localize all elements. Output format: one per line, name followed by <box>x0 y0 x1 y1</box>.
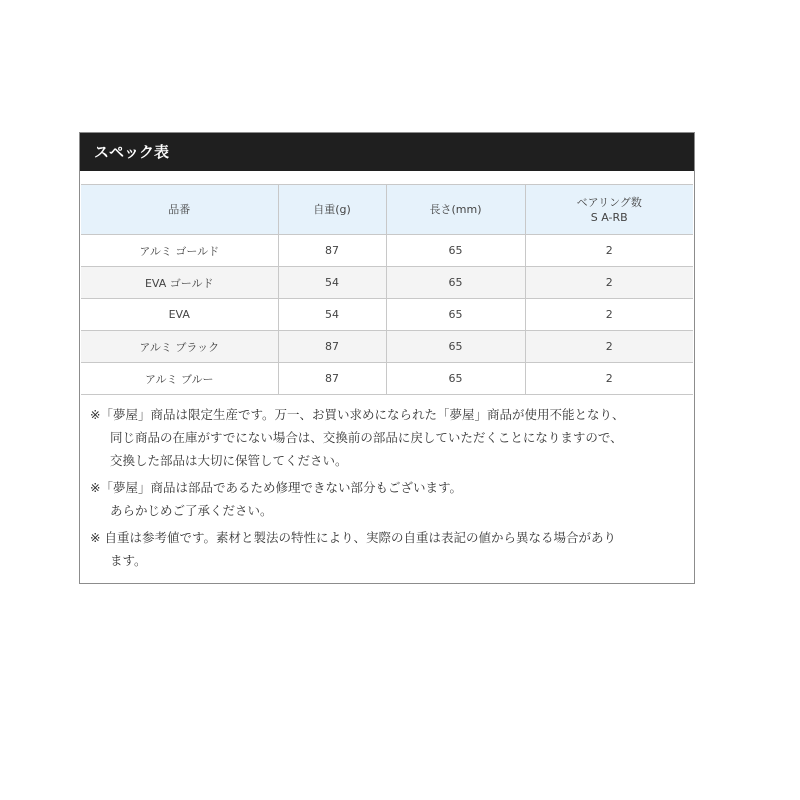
col-header-bearings-label: ベアリング数 <box>576 195 642 209</box>
cell-weight: 54 <box>278 299 386 331</box>
cell-part-number: アルミ ブラック <box>81 331 278 363</box>
cell-weight: 87 <box>278 363 386 395</box>
table-row <box>81 235 693 267</box>
cell-bearings: 2 <box>525 267 693 299</box>
table-row <box>81 267 693 299</box>
note-text: 交換した部品は大切に保管してください。 <box>110 453 348 468</box>
cell-part-number: アルミ ブルー <box>81 363 278 395</box>
cell-weight: 87 <box>278 331 386 363</box>
note-text: ※ 自重は参考値です。素材と製法の特性により、実際の自重は表記の値から異なる場合があり <box>90 530 616 545</box>
cell-length: 65 <box>386 267 525 299</box>
spec-table <box>81 184 693 395</box>
spec-table-title: スペック表 <box>80 133 694 171</box>
note-weight <box>90 526 690 572</box>
col-header-part-number: 品番 <box>81 185 278 235</box>
table-header-row <box>81 185 693 235</box>
cell-part-number: アルミ ゴールド <box>81 235 278 267</box>
spec-panel <box>79 132 695 584</box>
note-text: ※「夢屋」商品は限定生産です。万一、お買い求めになられた「夢屋」商品が使用不能となり、 <box>90 407 625 422</box>
note-text: 同じ商品の在庫がすでにない場合は、交換前の部品に戻していただくことになりますので、 <box>110 430 623 445</box>
cell-bearings: 2 <box>525 363 693 395</box>
col-header-bearings-sub: S A-RB <box>590 210 628 224</box>
note-text: あらかじめご了承ください。 <box>110 503 273 518</box>
col-header-length: 長さ(mm) <box>386 185 525 235</box>
cell-bearings: 2 <box>525 235 693 267</box>
cell-bearings: 2 <box>525 331 693 363</box>
cell-length: 65 <box>386 363 525 395</box>
col-header-weight: 自重(g) <box>278 185 386 235</box>
col-header-bearings <box>525 185 693 235</box>
table-row <box>81 331 693 363</box>
cell-part-number: EVA ゴールド <box>81 267 278 299</box>
cell-length: 65 <box>386 235 525 267</box>
table-row <box>81 363 693 395</box>
cell-weight: 54 <box>278 267 386 299</box>
note-text: ます。 <box>110 553 147 568</box>
cell-bearings: 2 <box>525 299 693 331</box>
table-row <box>81 299 693 331</box>
cell-length: 65 <box>386 299 525 331</box>
cell-length: 65 <box>386 331 525 363</box>
note-limited-production <box>90 403 690 472</box>
note-text: ※「夢屋」商品は部品であるため修理できない部分もございます。 <box>90 480 462 495</box>
cell-part-number: EVA <box>81 299 278 331</box>
cell-weight: 87 <box>278 235 386 267</box>
note-repair <box>90 476 690 522</box>
notes-section <box>90 403 690 576</box>
